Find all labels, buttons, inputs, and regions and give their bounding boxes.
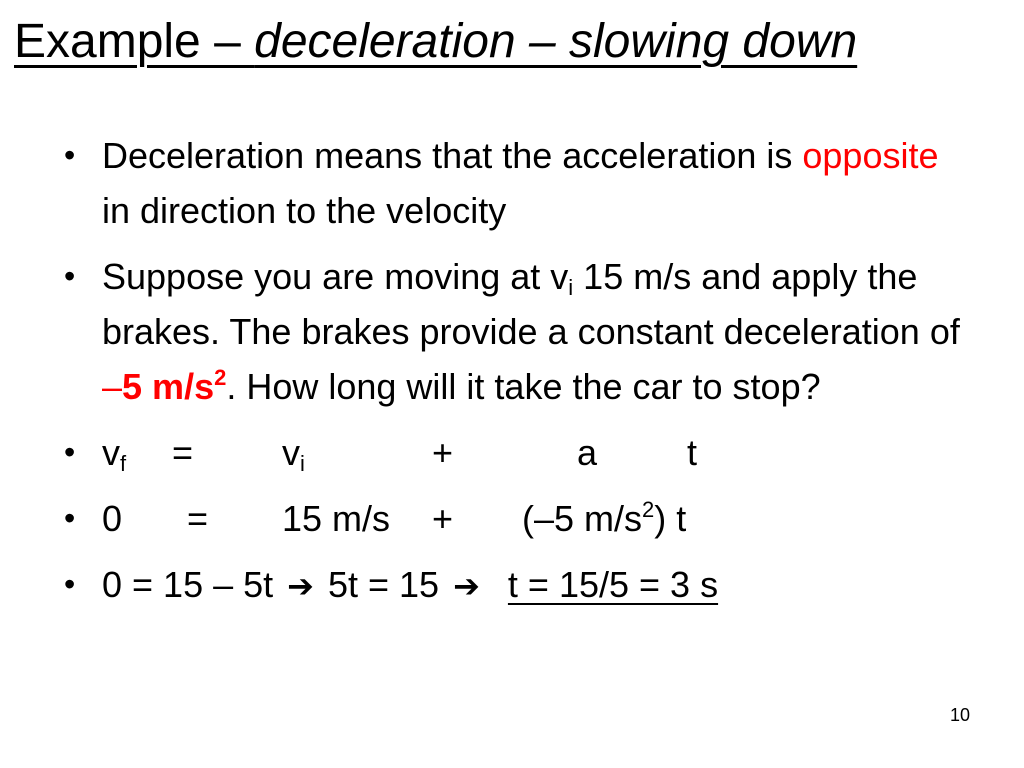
solution-answer: t = 15/5 = 3 s [507,564,719,605]
subscript-i: i [300,451,305,476]
vi [282,425,432,480]
value: 5 m/s [122,366,215,407]
zero: 0 [102,498,123,539]
solution-step-2: 5t = 15 [327,564,440,605]
highlight-opposite: opposite [802,135,939,176]
subscript-i: i [568,275,574,300]
superscript-2: 2 [214,365,227,390]
bullet-marker: • [64,137,76,173]
equation-row [102,425,964,480]
v-symbol: v [282,432,300,473]
vf [102,425,172,480]
equals: = [172,432,194,473]
v-symbol: v [102,432,120,473]
subscript-f: f [120,451,127,476]
superscript-2: 2 [642,497,655,522]
bullet-list [64,128,964,625]
initial-velocity: 15 m/s [282,498,391,539]
text: in direction to the velocity [102,190,507,231]
bullet-marker: • [64,500,76,536]
arrow-right-icon: ➔ [287,568,314,604]
a-symbol: a [577,432,598,473]
slide-title [14,12,857,72]
bullet-marker: • [64,566,76,602]
title-italic: deceleration – slowing down [254,15,858,68]
solution-step-1: 0 = 15 – 5t [102,564,274,605]
equals: = [187,498,209,539]
text: . How long will it take the car to stop? [226,366,821,407]
plus: + [432,498,454,539]
bullet-marker: • [64,258,76,294]
equation-row [102,491,964,546]
close-paren-t: ) t [654,498,687,539]
bullet-equation-symbols [64,425,964,480]
bullet-deceleration-definition [64,128,964,238]
plus: + [432,432,454,473]
minus-sign: – [534,498,555,539]
text: 15 m/s and apply the brakes. The brakes provide a constant deceleration of [102,256,960,352]
bullet-problem-statement [64,249,964,414]
bullet-marker: • [64,434,76,470]
bullet-equation-values [64,491,964,546]
deceleration-value [102,366,226,407]
minus-sign: – [102,366,123,407]
text: Deceleration means that the acceleration is [102,135,803,176]
open-paren: ( [522,498,534,539]
t-symbol: t [687,432,698,473]
title-plain: Example – [14,15,255,68]
arrow-right-icon: ➔ [453,568,480,604]
text: Suppose you are moving at v [102,256,569,297]
page-number: 10 [949,705,970,725]
acceleration-term [522,491,686,546]
acceleration: 5 m/s [554,498,643,539]
bullet-solution [64,557,964,614]
